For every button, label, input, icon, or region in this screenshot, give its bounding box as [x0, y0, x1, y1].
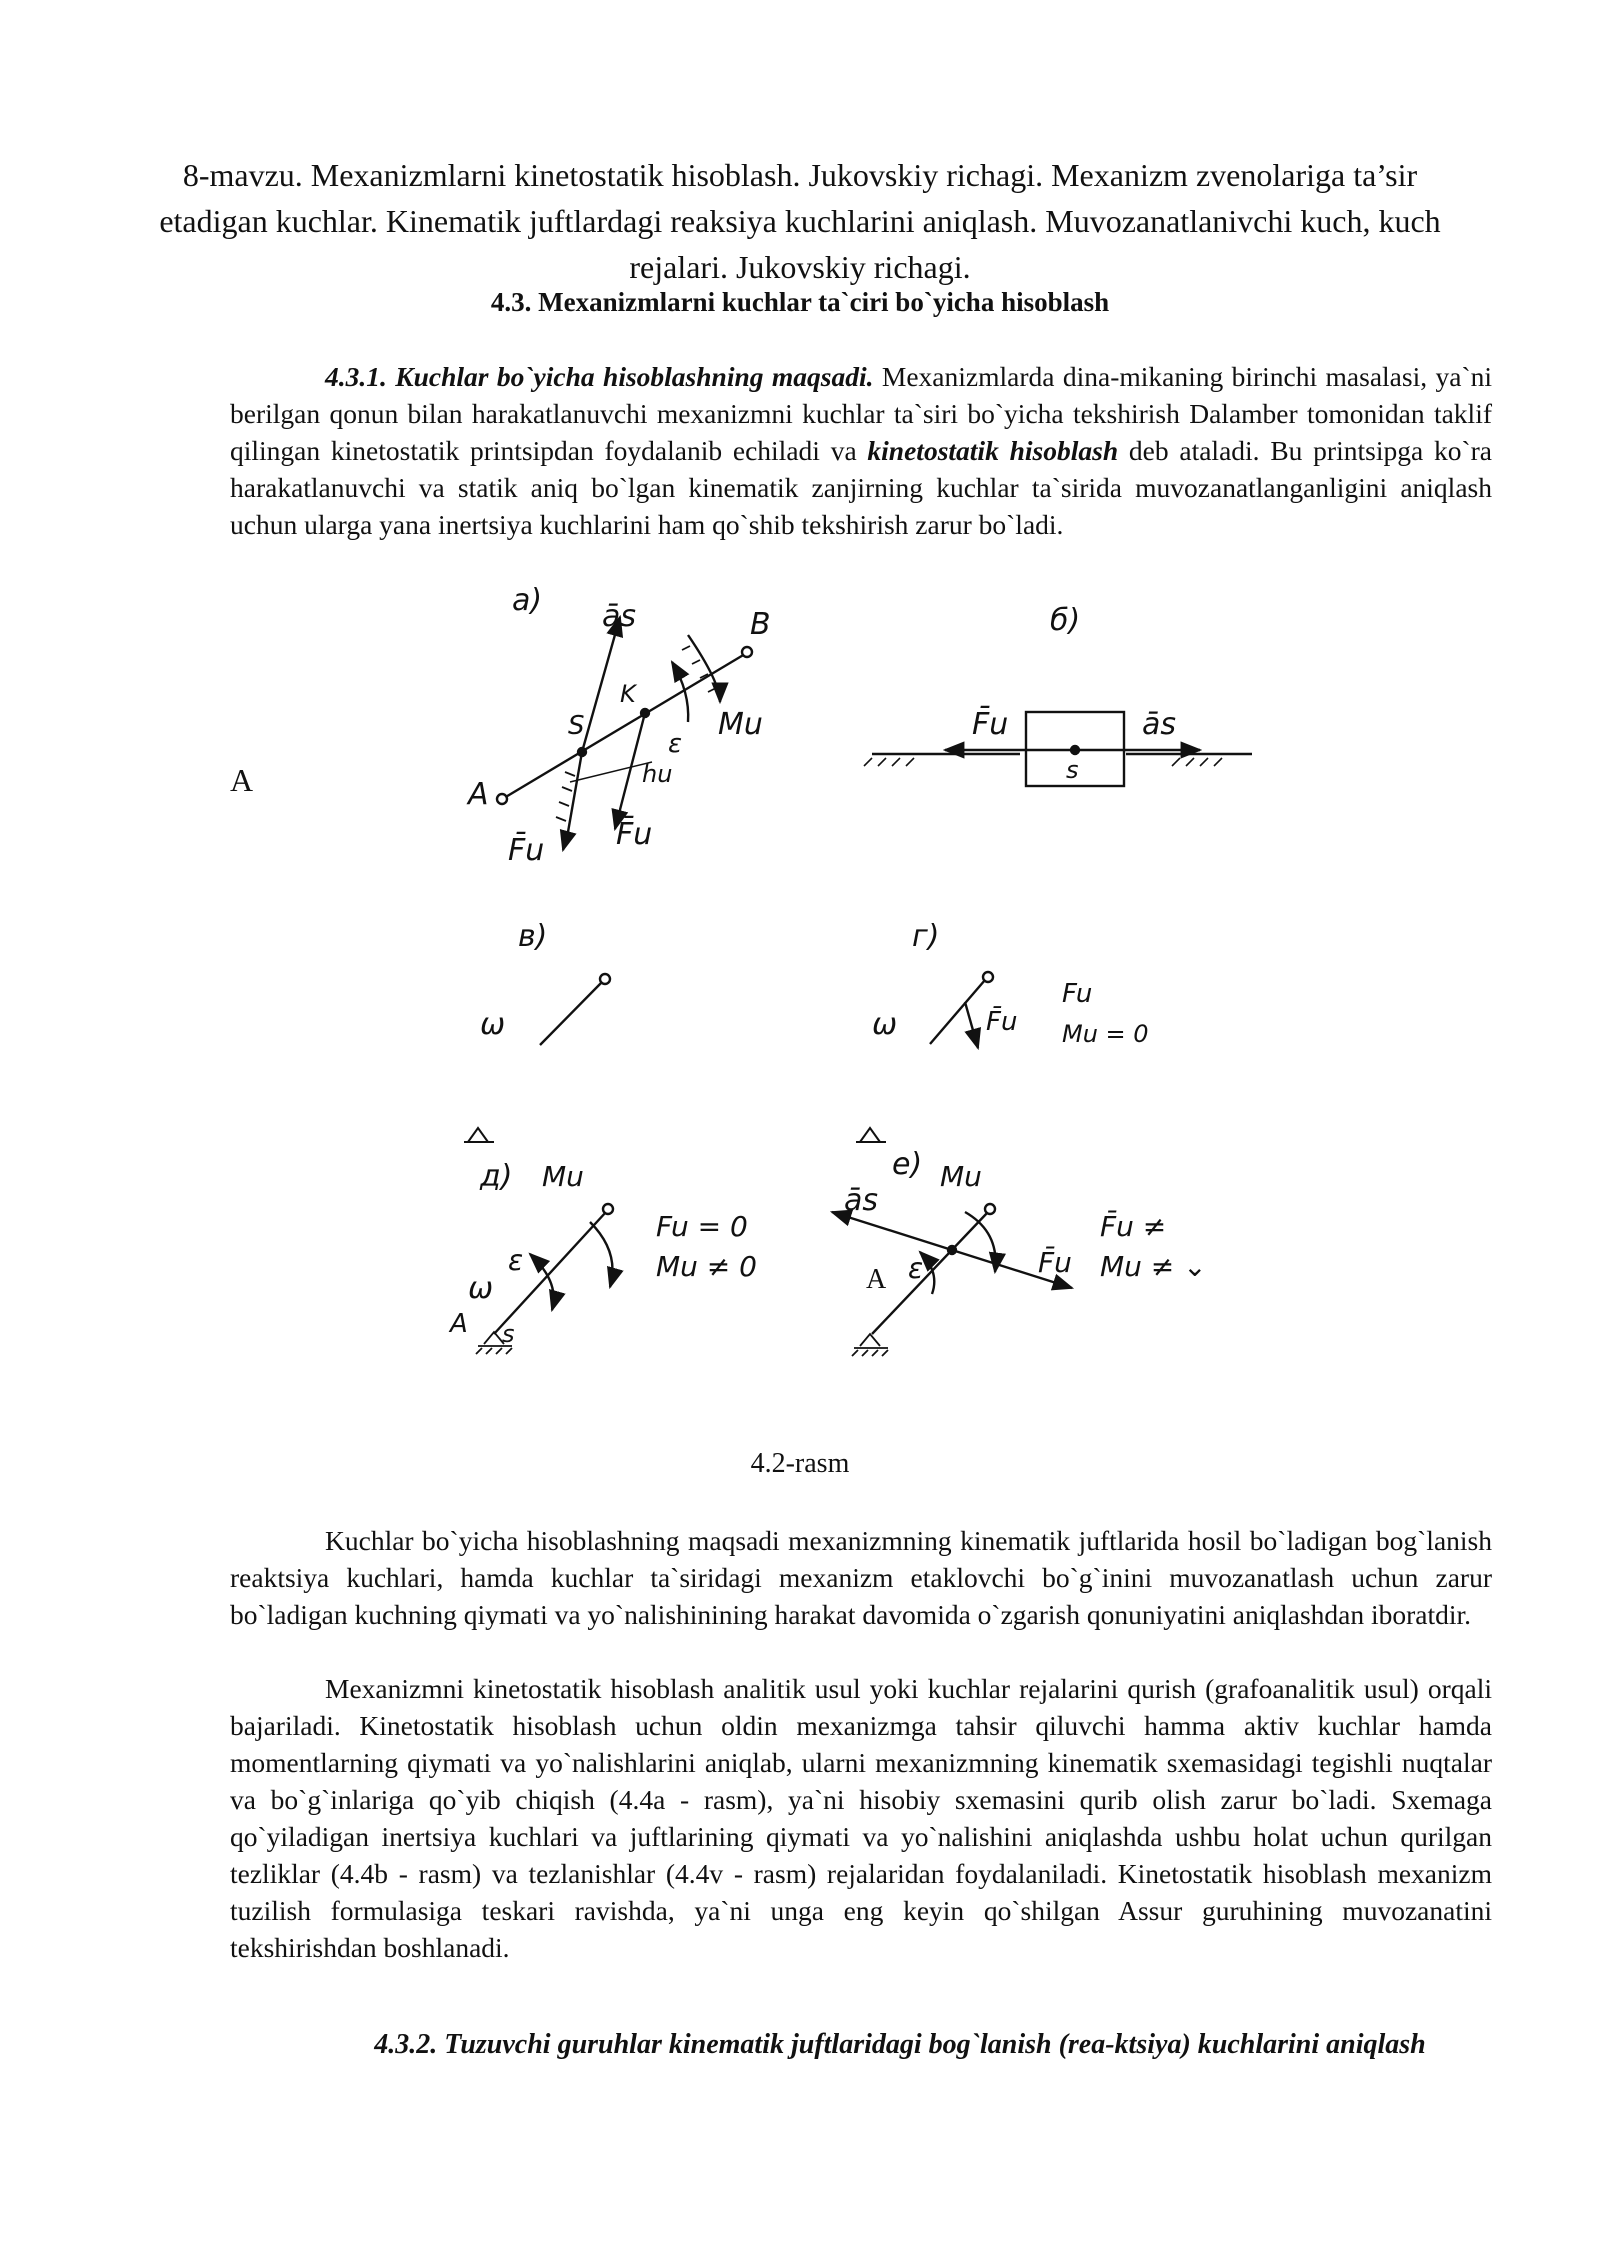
section-heading-4-3-1: 4.3.1. Kuchlar bo`yicha hisoblashning maqsadi.	[325, 361, 874, 392]
label-Mu-d: Mu	[542, 1160, 584, 1193]
label-e-text1: F̄u ≠	[1100, 1210, 1167, 1243]
panel-a-diagram	[497, 617, 752, 850]
label-eps-a: ε	[668, 729, 683, 759]
label-omega-g: ω	[872, 1007, 898, 1042]
panel-v-diagram	[540, 974, 610, 1045]
label-hu: hu	[642, 760, 673, 788]
label-Fu-g2: Fu	[1062, 979, 1093, 1009]
label-A-e: A	[866, 1264, 887, 1295]
label-s-d: s	[502, 1320, 515, 1348]
label-K: K	[620, 680, 636, 708]
figure-drawing	[420, 582, 1320, 1392]
side-label: A	[230, 762, 254, 798]
label-Mu-a: Mu	[718, 707, 763, 742]
label-panel-v: в)	[518, 919, 548, 954]
label-B: B	[750, 607, 771, 642]
paragraph-1	[230, 358, 1492, 543]
paragraph-3: Mexanizmni kinetostatik hisoblash analitik usul yoki kuchlar rejalarini qurish (grafoanalitik usul) orqali bajariladi. Kinetostatik hisoblash uchun oldin mexanizmga tahsir qiluvchi hamma aktiv kuchlar hamda momentlarning qiymati va yo`nalishlarini aniqlab, ularni mexanizmning kinematik sxemasidagi tegishli nuqtalar va bo`g`inlariga qo`yib chiqish (4.4a - rasm), ya`ni hisobiy sxemasini qurib olish zarur bo`ladi. Sxemaga qo`yiladigan inertsiya kuchlari va juftlarining qiymati va yo`nalishini aniqlashda ushbu holat uchun qurilgan tezliklar (4.4b - rasm) va tezlanishlar (4.4v - rasm) rejalaridan foydalaniladi. Kinetostatik hisoblash mexanizm tuzilish formulasiga teskari ravishda, ya`ni unga eng keyin qo`shilgan Assur guruhining muvozanatini tekshirishdan boshlanadi.	[230, 1673, 1492, 1963]
paragraph-2: Kuchlar bo`yicha hisoblashning maqsadi mexanizmning kinematik juftlarida hosil bo`ladigan bog`lanish reaktsiya kuchlari, hamda kuchlar ta`siridagi mexanizm etaklovchi bo`g`inini muvozanatlash uchun zarur bo`ladigan kuchning qiymati va yo`nalishinining harakat davomida o`zgarish qonuniyatini aniqlashdan iboratdir.	[230, 1525, 1492, 1630]
section-heading-4-3-2: 4.3.2. Tuzuvchi guruhlar kinematik juftlaridagi bog`lanish (rea-ktsiya) kuchlarini aniqlash	[374, 2029, 1426, 2060]
label-s-b: s	[1066, 756, 1079, 784]
paragraph-1-text-b: deb ataladi. Bu printsipga ko`ra harakatlanuvchi va statik aniq bo`lgan kinematik zanjirning kuchlar ta`sirida muvozanatlanganligini aniqlash uchun ularga yana inertsiya kuchlarini ham qo`shib tekshirish zarur bo`ladi.	[230, 435, 1492, 540]
figure-caption: 4.2-rasm	[750, 1448, 850, 1479]
label-Mu-g: Mu = 0	[1062, 1020, 1149, 1048]
label-Fu-a2: F̄u	[616, 817, 653, 852]
label-panel-b: б)	[1050, 603, 1081, 638]
label-as: ās	[602, 599, 637, 634]
panel-b-diagram	[864, 712, 1252, 786]
section-subtitle: 4.3. Mexanizmlarni kuchlar ta`ciri bo`yicha hisoblash	[490, 287, 1110, 317]
label-panel-e: e)	[892, 1147, 923, 1182]
label-e-text2: Mu ≠ ⌄	[1100, 1250, 1207, 1283]
term-kinetostatik: kinetostatik hisoblash	[867, 435, 1119, 466]
label-Fu-e: F̄u	[1038, 1246, 1072, 1279]
label-Fu-b: F̄u	[972, 707, 1009, 742]
label-omega-d: ω	[468, 1271, 494, 1306]
label-panel-g: г)	[912, 919, 940, 954]
label-A-d: A	[450, 1309, 468, 1339]
label-as-e: ās	[844, 1183, 879, 1218]
label-panel-a: a)	[512, 583, 543, 618]
page-title: 8-mavzu. Mexanizmlarni kinetostatik hisoblash. Jukovskiy richagi. Mexanizm zvenolariga ta’sir etadigan kuchlar. Kinematik juftlardagi reaksiya kuchlarini aniqlash. Muvozanatlanivchi kuch, kuch rejalari. Jukovskiy richagi.	[159, 157, 1441, 285]
label-A-a: A	[468, 777, 489, 812]
label-Mu-e: Mu	[940, 1160, 982, 1193]
mechanism-figure	[420, 582, 1320, 1392]
panel-g-diagram	[930, 972, 993, 1048]
label-eps-d: ε	[508, 1244, 524, 1277]
label-as-b: ās	[1142, 707, 1177, 742]
label-d-text1: Fu = 0	[656, 1210, 748, 1243]
label-Fu-a1: F̄u	[508, 833, 545, 868]
label-d-text2: Mu ≠ 0	[656, 1250, 757, 1283]
label-S: S	[568, 711, 585, 741]
label-panel-d: д)	[480, 1159, 513, 1194]
label-Fu-g: F̄u	[986, 1007, 1018, 1037]
label-eps-e: ε	[908, 1252, 924, 1285]
label-omega-v: ω	[480, 1007, 506, 1042]
paragraph-1-text-a: Mexanizmlarda dina-mikaning birinchi masalasi, ya`ni berilgan qonun bilan harakatlanuvchi mexanizmni kuchlar ta`siri bo`yicha tekshirish Dalamber tomonidan taklif qilingan kinetostatik printsipdan foydalanib echiladi va	[230, 361, 1492, 466]
